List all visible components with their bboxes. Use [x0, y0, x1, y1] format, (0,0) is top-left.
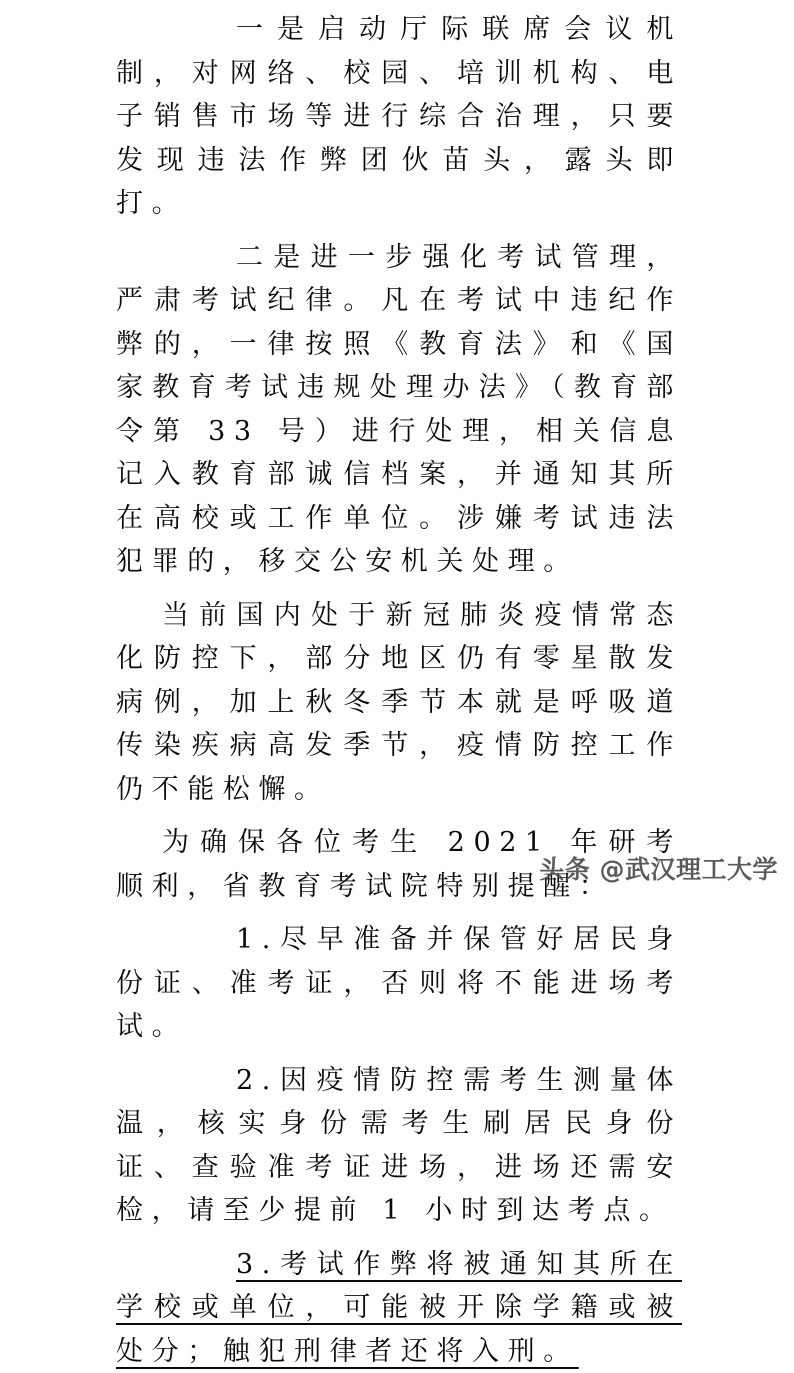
paragraph-reminder-item-3: 3.考试作弊将被通知其所在学校或单位，可能被开除学籍或被处分；触犯刑律者还将入刑。	[116, 1243, 682, 1373]
document-body	[116, 0, 682, 1373]
paragraph-reminder-item-2: 2.因疫情防控需考生测量体温，核实身份需考生刷居民身份证、查验准考证进场，进场还需安检，请至少提前 1 小时到达考点。	[116, 1059, 682, 1233]
paragraph-reminder-intro: 为确保各位考生 2021 年研考顺利，省教育考试院特别提醒：	[116, 821, 682, 908]
paragraph-reminder-item-1: 1.尽早准备并保管好居民身份证、准考证，否则将不能进场考试。	[116, 918, 682, 1049]
paragraph-epidemic-context: 当前国内处于新冠肺炎疫情常态化防控下，部分地区仍有零星散发病例，加上秋冬季节本就是呼吸道传染疾病高发季节，疫情防控工作仍不能松懈。	[116, 594, 682, 812]
paragraph-measure-two: 二是进一步强化考试管理，严肃考试纪律。凡在考试中违纪作弊的，一律按照《教育法》和《国家教育考试违规处理办法》（教育部令第 33 号）进行处理，相关信息记入教育部诚信档案，并通知其所在高校或工作单位。涉嫌考试违法犯罪的，移交公安机关处理。	[116, 236, 682, 584]
platform-watermark: 头条 @武汉理工大学	[539, 850, 778, 886]
paragraph-measure-one: 一是启动厅际联席会议机制，对网络、校园、培训机构、电子销售市场等进行综合治理，只要发现违法作弊团伙苗头，露头即打。	[116, 8, 682, 226]
